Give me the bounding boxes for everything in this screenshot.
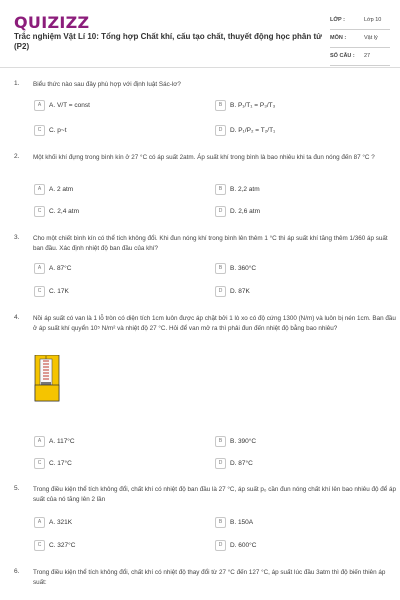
page-title: Trắc nghiệm Vật Lí 10: Tổng hợp Chất khí, cấu tạo chất, thuyết động học phân tử (P2)	[14, 32, 322, 51]
option-letter: B	[215, 100, 226, 111]
option-c[interactable]	[34, 206, 79, 218]
option-text: A. 2 atm	[49, 186, 74, 193]
question-number: 3.	[14, 234, 20, 241]
pressure-valve-diagram	[33, 355, 61, 402]
option-b[interactable]	[215, 436, 256, 448]
option-text: C. 17°C	[49, 460, 72, 467]
option-text: D. P₁/P₂ = T₂/T₁	[230, 127, 276, 134]
meta-label: LỚP :	[330, 17, 345, 23]
option-b[interactable]	[215, 517, 253, 529]
option-a[interactable]	[34, 184, 73, 196]
option-letter: B	[215, 263, 226, 274]
option-text: C. 2,4 atm	[49, 208, 79, 215]
option-letter: C	[34, 206, 45, 217]
option-text: B. 390°C	[230, 438, 257, 445]
option-text: A. 321K	[49, 519, 73, 526]
option-letter: A	[34, 263, 45, 274]
meta-value: Lớp 10	[364, 17, 382, 23]
quizizz-logo: QUIZIZZ	[14, 13, 90, 32]
option-text: C. 327°C	[49, 542, 76, 549]
option-text: B. 2,2 atm	[230, 186, 260, 193]
option-letter: B	[215, 436, 226, 447]
question-number: 1.	[14, 80, 20, 87]
meta-info	[330, 14, 390, 68]
option-letter: C	[34, 458, 45, 469]
option-b[interactable]	[215, 100, 275, 112]
option-letter: C	[34, 125, 45, 136]
option-d[interactable]	[215, 125, 275, 137]
question-text: Trong điều kiện thể tích không đổi, chất khí có nhiệt độ ban đầu là 27 °C, áp suất p₀ cần đun nóng chất khí lên bao nhiêu độ để áp suất của nó tăng lên 2 lần	[33, 486, 397, 503]
question-number: 4.	[14, 314, 20, 321]
option-c[interactable]	[34, 125, 67, 137]
question-text: Trong điều kiện thể tích không đổi, chất khí có nhiệt độ thay đổi từ 27 °C đến 127 °C, áp suất lúc đầu 3atm thì độ biến thiên áp suất:	[33, 569, 386, 586]
question-number: 5.	[14, 485, 20, 492]
option-letter: D	[215, 206, 226, 217]
option-text: D. 600°C	[230, 542, 257, 549]
meta-row-count	[330, 50, 390, 66]
meta-label: MÔN :	[330, 35, 347, 41]
option-d[interactable]	[215, 286, 250, 298]
option-b[interactable]	[215, 263, 256, 275]
option-letter: D	[215, 286, 226, 297]
option-c[interactable]	[34, 540, 75, 552]
meta-label: SỐ CÂU :	[330, 53, 355, 59]
option-text: B. P₁/T₁ = P₃/T₃	[230, 102, 276, 109]
option-letter: A	[34, 184, 45, 195]
option-d[interactable]	[215, 206, 260, 218]
option-letter: A	[34, 436, 45, 447]
worksheet-header	[0, 0, 400, 66]
option-letter: C	[34, 286, 45, 297]
option-text: D. 87°C	[230, 460, 253, 467]
option-text: D. 87K	[230, 288, 250, 295]
option-a[interactable]	[34, 436, 75, 448]
option-a[interactable]	[34, 100, 90, 112]
option-d[interactable]	[215, 540, 256, 552]
option-c[interactable]	[34, 458, 72, 470]
question-number: 2.	[14, 153, 20, 160]
header-divider	[0, 67, 400, 68]
option-text: D. 2,6 atm	[230, 208, 260, 215]
question-text: Một khối khí đựng trong bình kín ở 27 °C có áp suất 2atm. Áp suất khí trong bình là bao nhiêu khi ta đun nóng đến 87 °C ?	[33, 154, 375, 161]
option-text: A. 117°C	[49, 438, 75, 445]
question-number: 6.	[14, 568, 20, 575]
option-b[interactable]	[215, 184, 260, 196]
option-letter: B	[215, 184, 226, 195]
option-letter: A	[34, 517, 45, 528]
question-text: Nồi áp suất có van là 1 lỗ tròn có diện tích 1cm luôn được áp chặt bởi 1 lò xo có độ cứng 1300 (N/m) và luôn bị nén 1cm. Ban đầu ở áp suất khí quyển 10⁵ N/m² và nhiệt độ 27 °C. Hỏi để van mở ra thì phải đun đến nhiệt độ bằng bao nhiêu?	[33, 315, 396, 332]
question-text: Cho một chiết bình kín có thể tích không đổi. Khi đun nóng khí trong bình lên thêm 1 °C thì áp suất khí tăng thêm 1/360 áp suất ban đầu. Xác định nhiệt độ ban đầu của khí?	[33, 235, 388, 252]
option-text: A. 87°C	[49, 265, 72, 272]
option-text: B. 150A	[230, 519, 254, 526]
option-letter: D	[215, 540, 226, 551]
meta-value: 27	[364, 53, 371, 59]
option-letter: D	[215, 458, 226, 469]
option-c[interactable]	[34, 286, 69, 298]
option-text: B. 360°C	[230, 265, 257, 272]
option-letter: A	[34, 100, 45, 111]
meta-row-class	[330, 14, 390, 30]
option-letter: C	[34, 540, 45, 551]
option-letter: B	[215, 517, 226, 528]
option-text: C. 17K	[49, 288, 69, 295]
option-letter: D	[215, 125, 226, 136]
option-a[interactable]	[34, 517, 72, 529]
question-text: Biểu thức nào sau đây phù hợp với định luật Sác-lơ?	[33, 81, 181, 88]
option-a[interactable]	[34, 263, 71, 275]
meta-value: Vật lý	[364, 35, 378, 41]
meta-row-subject	[330, 32, 390, 48]
option-text: C. p~t	[49, 127, 67, 134]
option-text: A. V/T = const	[49, 102, 90, 109]
option-d[interactable]	[215, 458, 253, 470]
